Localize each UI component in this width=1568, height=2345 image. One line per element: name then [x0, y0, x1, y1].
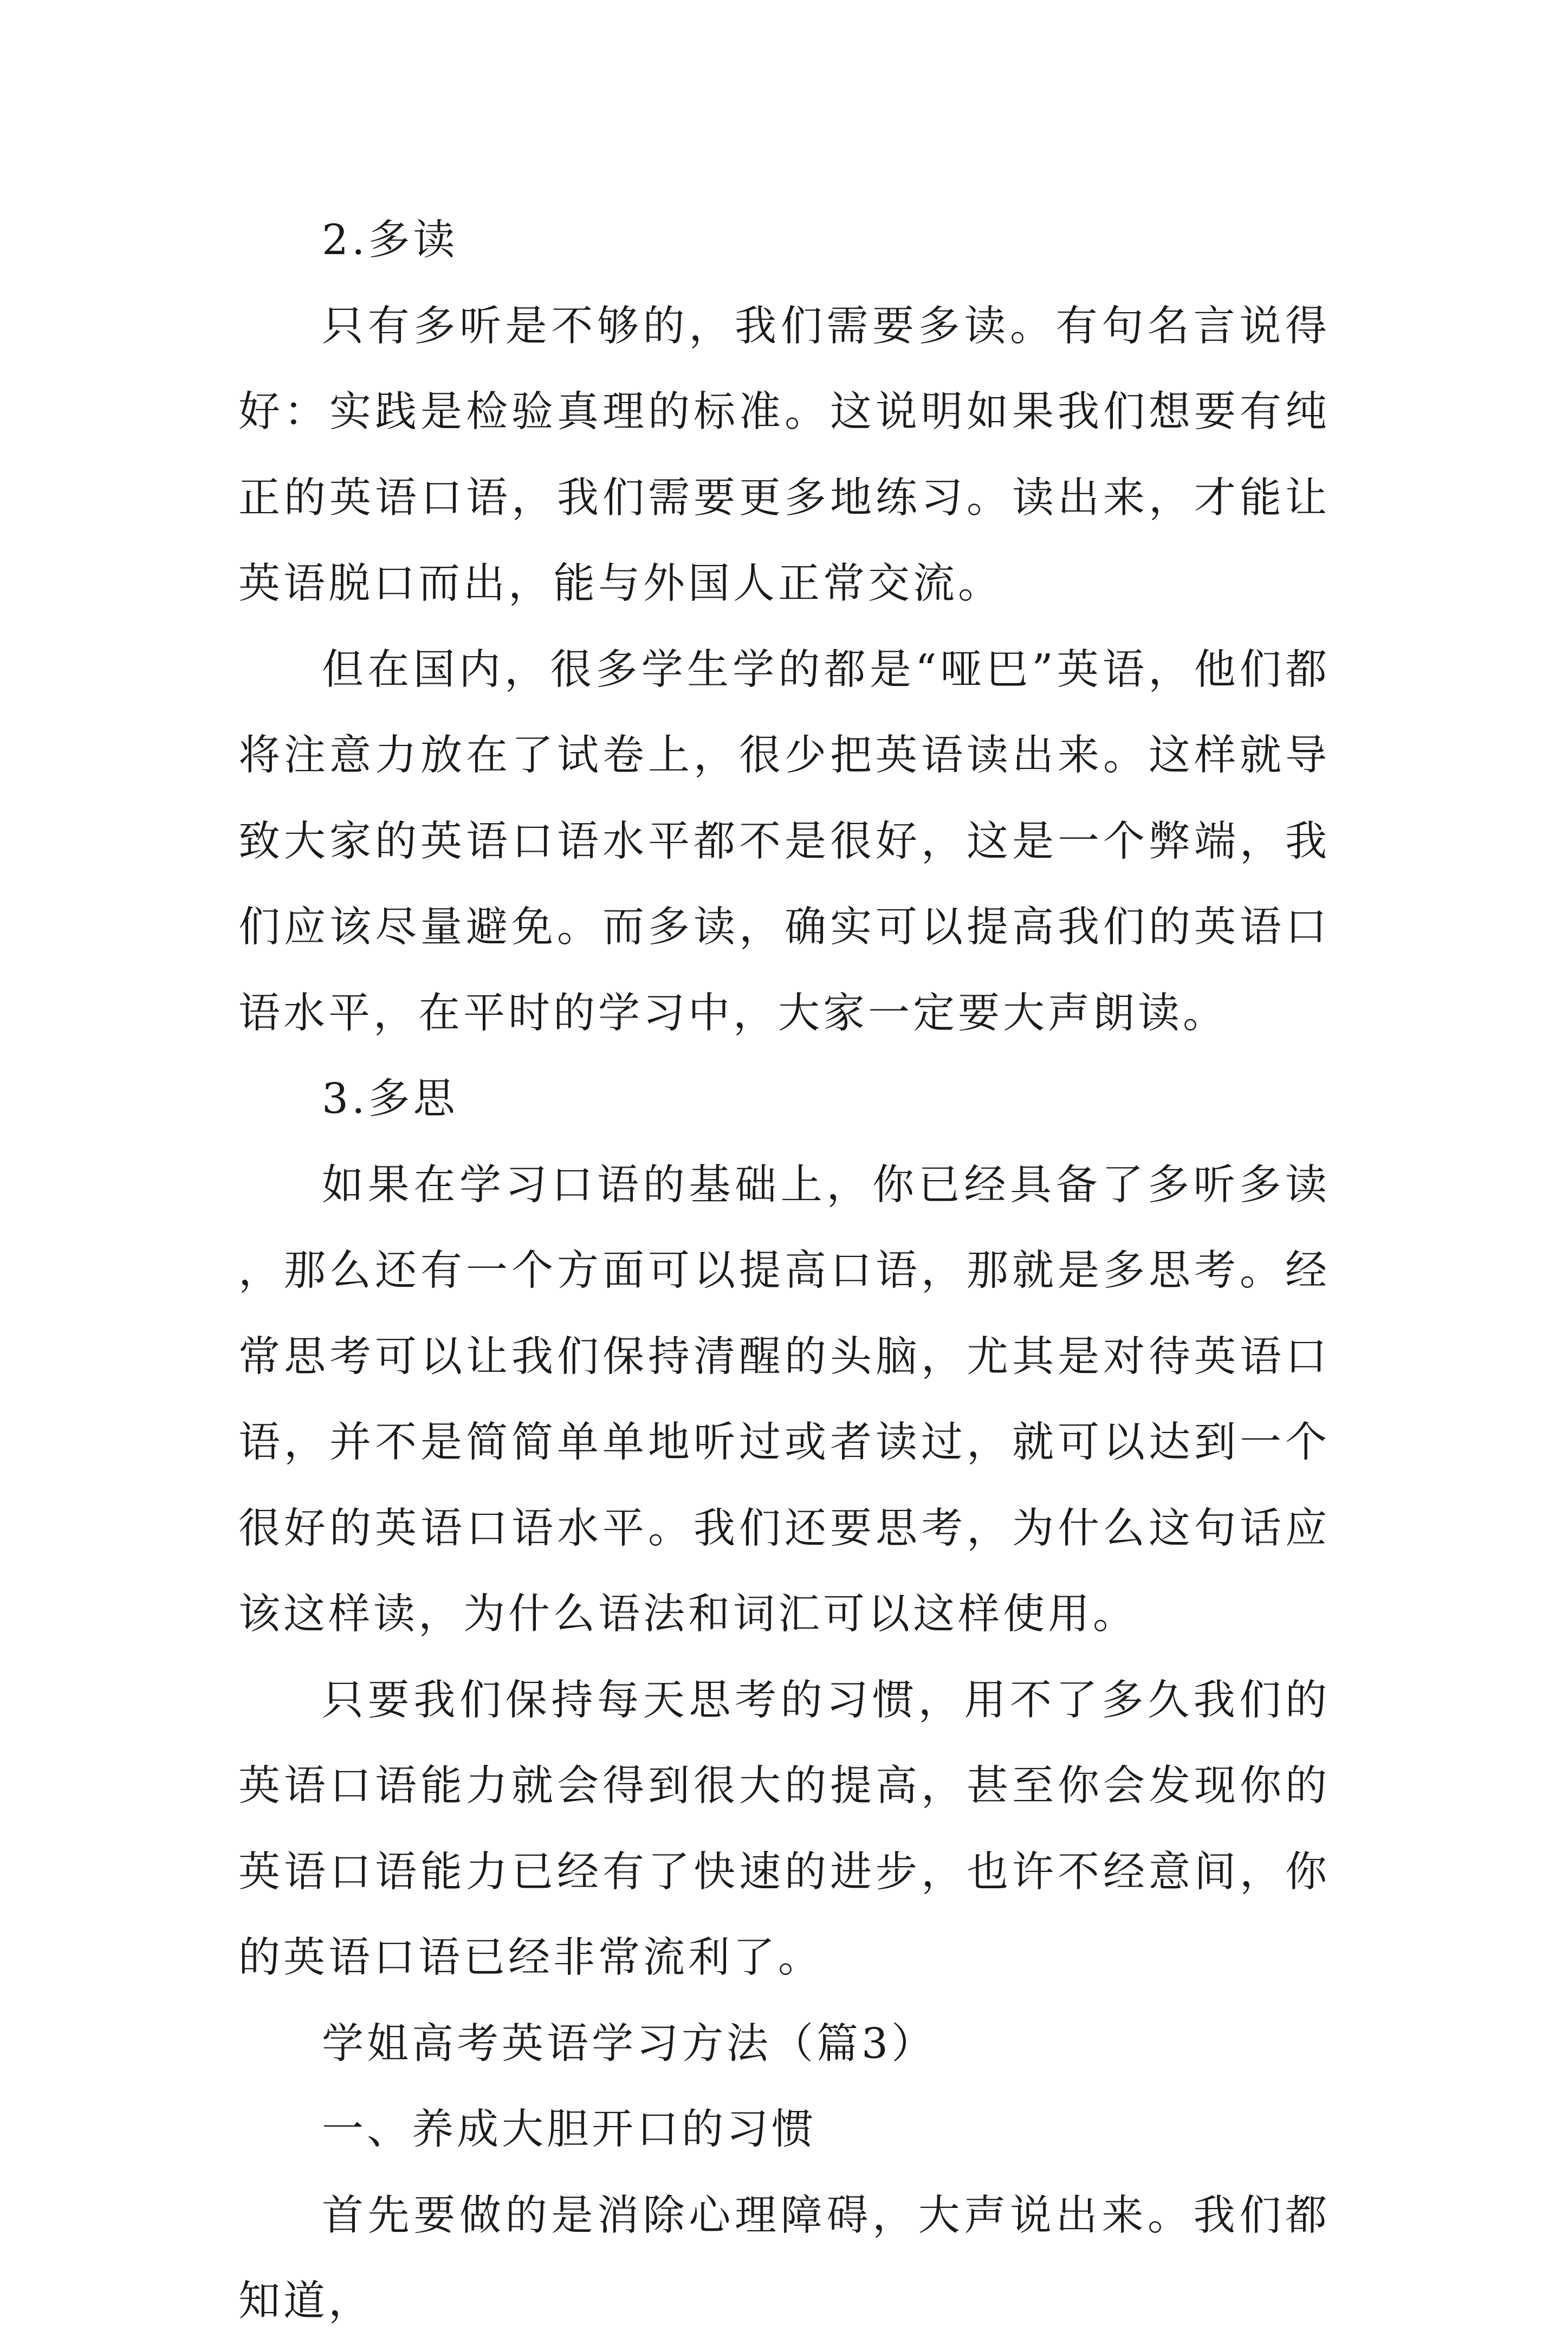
paragraph-thinking: 如果在学习口语的基础上，你已经具备了多听多读，那么还有一个方面可以提高口语，那就是多思考。经常思考可以让我们保持清醒的头脑，尤其是对待英语口语，并不是简简单单地听过或者读过，就可以达到一个很好的英语口语水平。我们还要思考，为什么这句话应该这样读，为什么语法和词汇可以这样使用。 — [238, 1161, 1330, 1638]
paragraph-remove-barrier: 首先要做的是消除心理障碍，大声说出来。我们都知道， — [238, 2191, 1330, 2325]
paragraph-reading-practice: 只有多听是不够的，我们需要多读。有句名言说得好：实践是检验真理的标准。这说明如果我们想要有纯正的英语口语，我们需要更多地练习。读出来，才能让英语脱口而出，能与外国人正常交流。 — [238, 302, 1330, 608]
section-heading-reading: 2.多读 — [322, 216, 458, 264]
subheading-speak-boldly: 一、养成大胆开口的习惯 — [322, 2106, 817, 2154]
paragraph-mute-english: 但在国内，很多学生学的都是“哑巴”英语，他们都将注意力放在了试卷上，很少把英语读出来。这样就导致大家的英语口语水平都不是很好，这是一个弊端，我们应该尽量避免。而多读，确实可以提高我们的英语口语水平，在平时的学习中，大家一定要大声朗读。 — [238, 645, 1330, 1038]
document-body — [238, 198, 1330, 2345]
section-heading-thinking: 3.多思 — [322, 1075, 458, 1123]
paragraph-daily-habit: 只要我们保持每天思考的习惯，用不了多久我们的英语口语能力就会得到很大的提高，甚至你会发现你的英语口语能力已经有了快速的进步，也许不经意间，你的英语口语已经非常流利了。 — [238, 1676, 1330, 1982]
article-title-part-3: 学姐高考英语学习方法（篇3） — [322, 2019, 936, 2068]
